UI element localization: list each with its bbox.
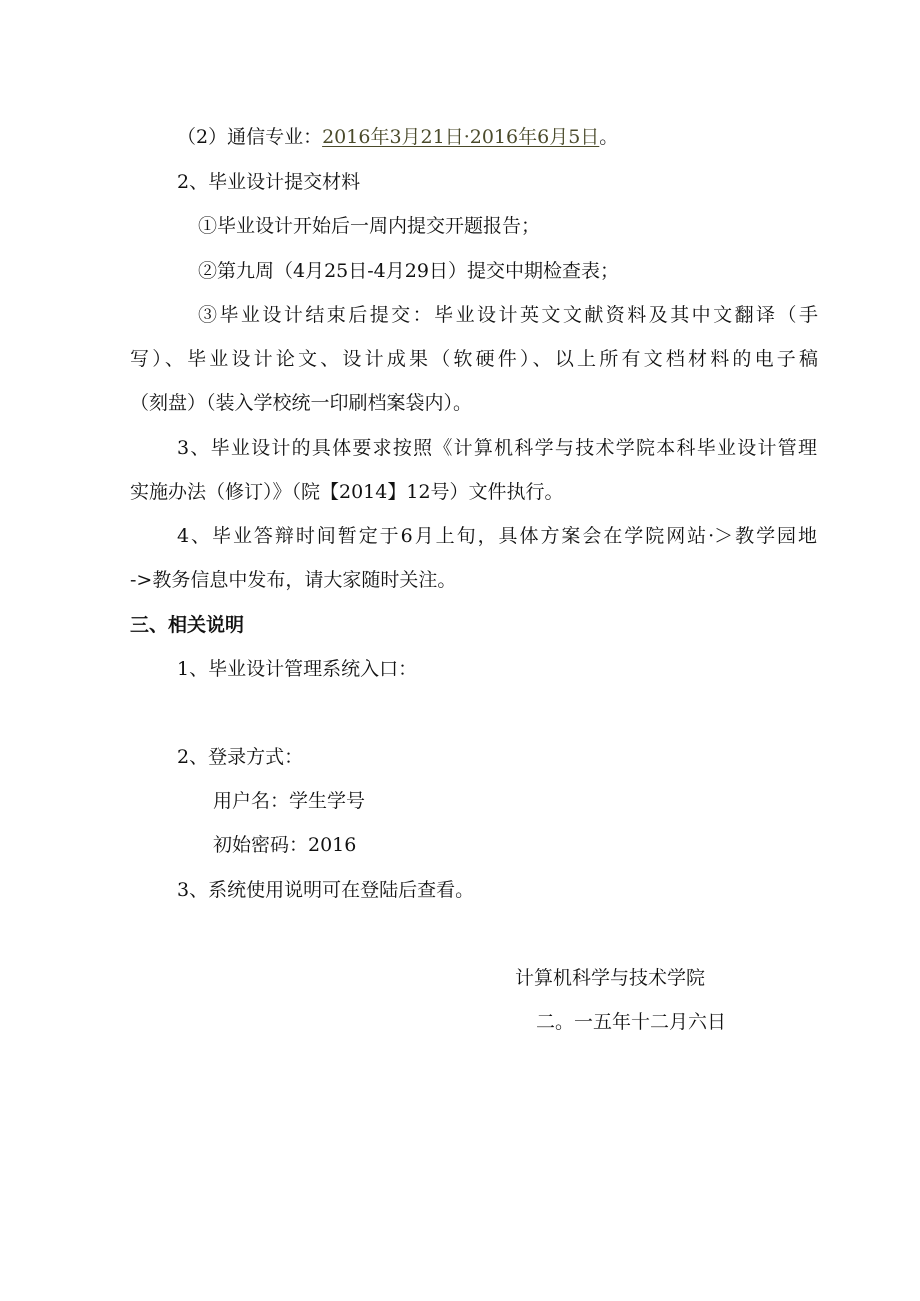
comm-major-label: （2）通信专业： [177, 126, 323, 148]
signature-date: 二。一五年十二月六日 [536, 1011, 727, 1033]
submit-sub-item-3-line-2: 写）、毕业设计论文、设计成果（软硬件）、以上所有文档材料的电子稿 [130, 348, 818, 370]
item-defense-line-1: 4、毕业答辩时间暂定于6月上旬，具体方案会在学院网站·＞教学园地 [177, 525, 817, 547]
signature-org: 计算机科学与技术学院 [515, 967, 706, 989]
submit-sub-item-2: ②第九周（4月25日-4月29日）提交中期检查表； [198, 260, 619, 282]
system-entry-label: 1、毕业设计管理系统入口： [177, 658, 418, 680]
item-comm-major [177, 125, 618, 149]
login-method-label: 2、登录方式： [177, 746, 304, 768]
item-requirements-line-2: 实施办法（修订）》（院【2014】12号）文件执行。 [130, 481, 564, 503]
username-info: 用户名：学生学号 [213, 790, 366, 812]
submit-sub-item-3-line-3: （刻盘）（装入学校统一印刷档案袋内）。 [130, 392, 473, 414]
comm-major-date-range: 2016年3月21日·2016年6月5日 [322, 126, 600, 148]
item-submit-materials-heading: 2、毕业设计提交材料 [177, 171, 361, 193]
submit-sub-item-3-line-1: ③毕业设计结束后提交：毕业设计英文文献资料及其中文翻译（手 [198, 304, 818, 326]
system-usage-note: 3、系统使用说明可在登陆后查看。 [177, 879, 475, 901]
submit-sub-item-1: ①毕业设计开始后一周内提交开题报告； [198, 215, 541, 237]
section-title-related-notes: 三、相关说明 [130, 614, 245, 636]
password-info: 初始密码：2016 [213, 834, 357, 856]
item-requirements-line-1: 3、毕业设计的具体要求按照《计算机科学与技术学院本科毕业设计管理 [177, 437, 817, 459]
comm-major-suffix: 。 [599, 126, 619, 148]
item-defense-line-2: ->教务信息中发布，请大家随时关注。 [130, 569, 457, 591]
